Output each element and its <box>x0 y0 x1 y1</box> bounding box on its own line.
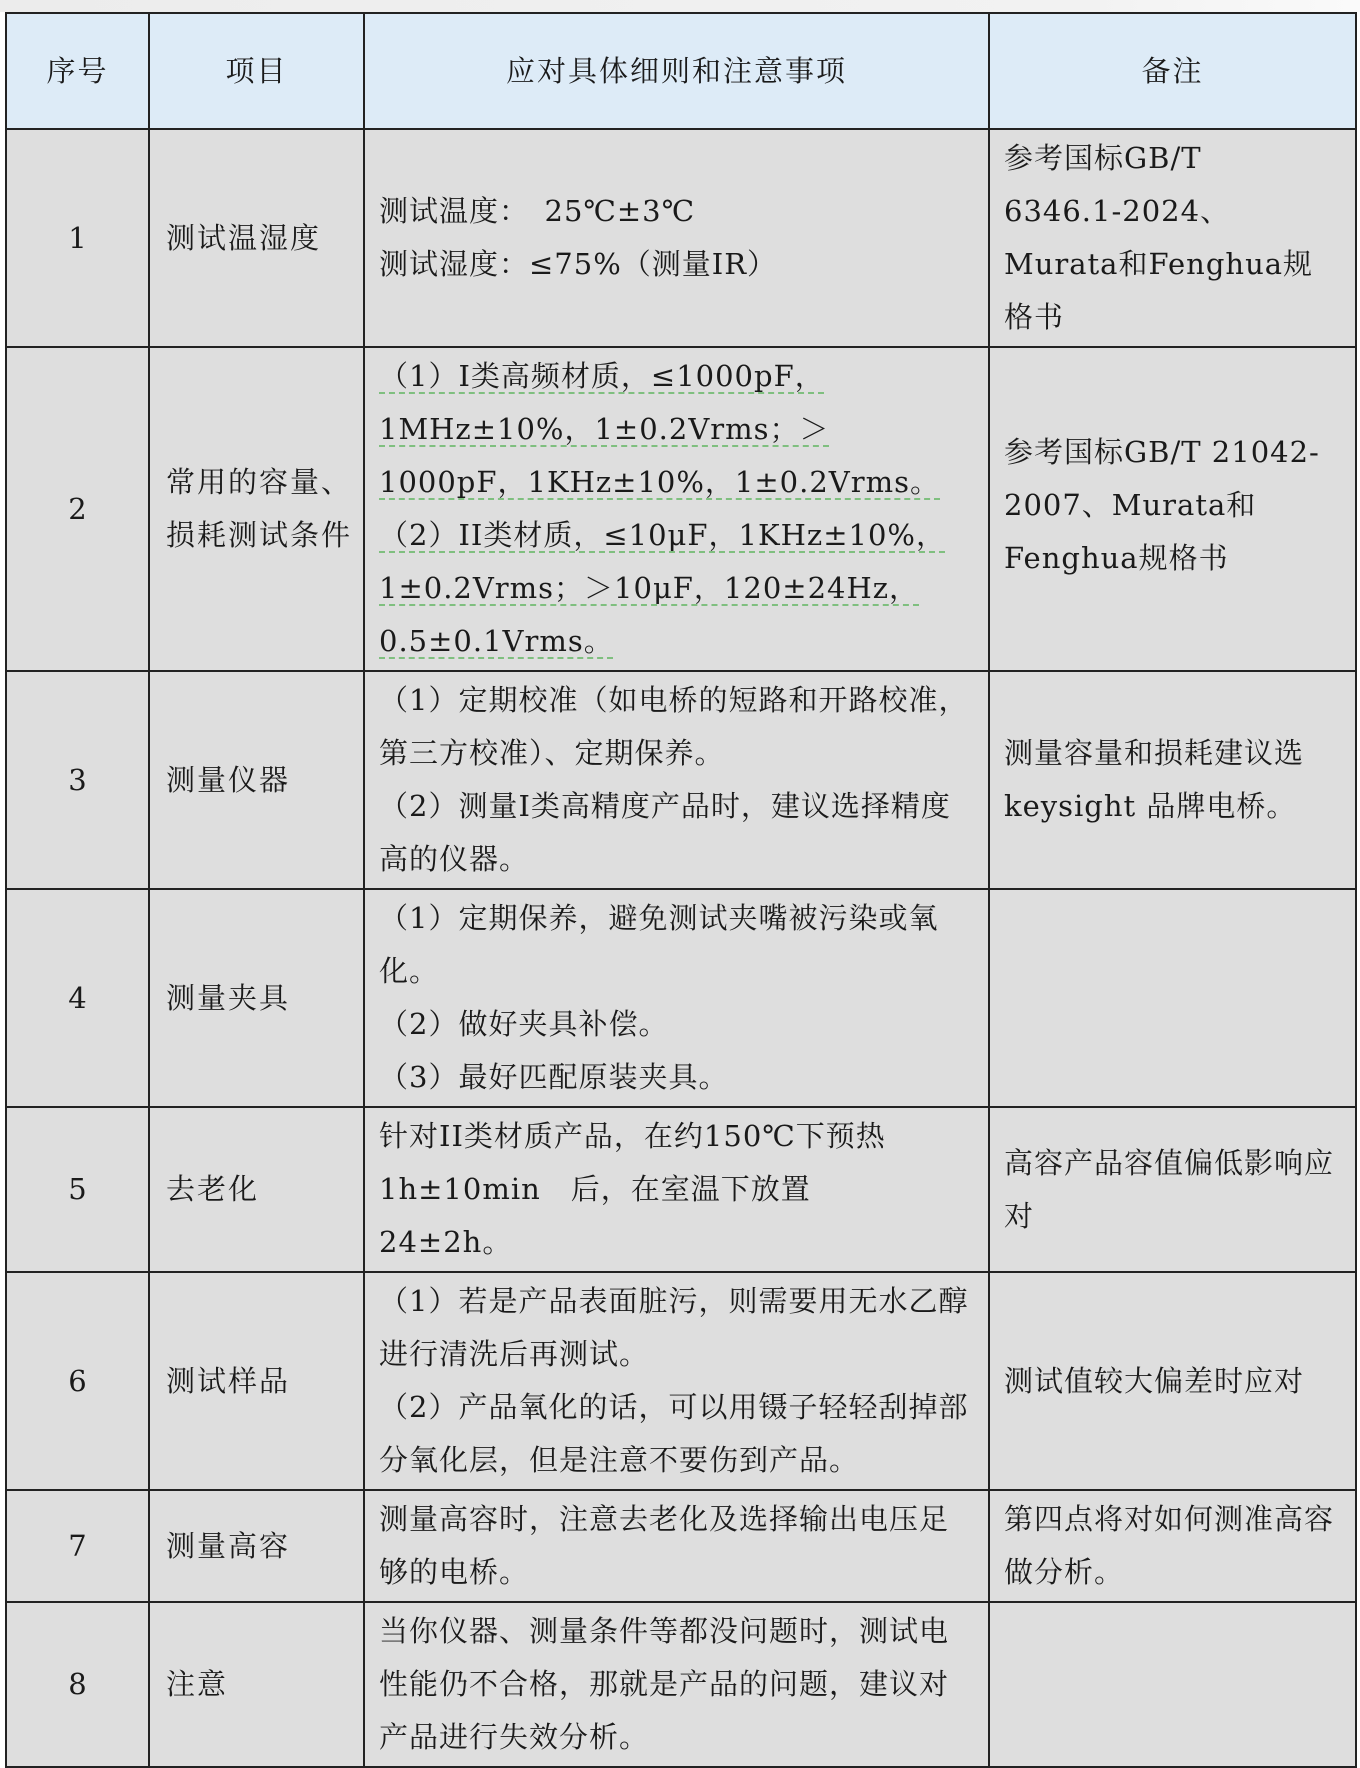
detail-line: （1）定期保养，避免测试夹嘴被污染或氧化。 <box>379 901 939 988</box>
note-text: 参考国标GB/T 21042-2007、Murata和Fenghua规格书 <box>1004 435 1320 575</box>
row-number: 2 <box>6 347 149 671</box>
detail-line: 针对II类材质产品，在约150℃下预热1h±10min 后，在室温下放置 24±2h。 <box>379 1119 886 1259</box>
row-detail <box>364 1602 989 1767</box>
row-item: 测量仪器 <box>149 671 364 889</box>
row-note <box>989 1602 1356 1767</box>
row-note: 测试值较大偏差时应对 <box>989 1272 1356 1490</box>
row-detail <box>364 129 989 347</box>
table-row <box>6 1602 1356 1767</box>
test-conditions-table <box>5 12 1357 1768</box>
row-detail <box>364 671 989 889</box>
row-item: 测试样品 <box>149 1272 364 1490</box>
row-item: 注意 <box>149 1602 364 1767</box>
row-detail <box>364 1272 989 1490</box>
table-row <box>6 129 1356 347</box>
header-note: 备注 <box>989 13 1356 129</box>
row-note: 参考国标GB/T 6346.1-2024、Murata和Fenghua规格书 <box>989 129 1356 347</box>
detail-line: （2）测量I类高精度产品时，建议选择精度高的仪器。 <box>379 789 951 876</box>
row-item: 测试温湿度 <box>149 129 364 347</box>
row-item: 测量夹具 <box>149 889 364 1107</box>
detail-line: （2）做好夹具补偿。 <box>379 1007 669 1041</box>
detail-line: （1）I类高频材质，≤1000pF，1MHz±10%，1±0.2Vrms；＞1000pF，1KHz±10%，1±0.2Vrms。 <box>379 359 940 499</box>
detail-line: （2）产品氧化的话，可以用镊子轻轻刮掉部分氧化层，但是注意不要伤到产品。 <box>379 1390 969 1477</box>
row-number: 5 <box>6 1107 149 1272</box>
row-detail <box>364 889 989 1107</box>
detail-line: （3）最好匹配原装夹具。 <box>379 1060 729 1094</box>
row-item: 测量高容 <box>149 1490 364 1602</box>
row-detail <box>364 1107 989 1272</box>
row-number: 6 <box>6 1272 149 1490</box>
row-note <box>989 347 1356 671</box>
table-row <box>6 1490 1356 1602</box>
header-detail: 应对具体细则和注意事项 <box>364 13 989 129</box>
detail-line: （2）II类材质，≤10μF，1KHz±10%，1±0.2Vrms；＞10μF，120±24Hz，0.5±0.1Vrms。 <box>379 518 946 658</box>
row-detail <box>364 1490 989 1602</box>
row-number: 3 <box>6 671 149 889</box>
header-item: 项目 <box>149 13 364 129</box>
row-detail <box>364 347 989 671</box>
table-row <box>6 1272 1356 1490</box>
detail-line: 测量高容时，注意去老化及选择输出电压足够的电桥。 <box>379 1502 950 1589</box>
detail-line: （1）定期校准（如电桥的短路和开路校准，第三方校准）、定期保养。 <box>379 683 969 770</box>
table-row <box>6 889 1356 1107</box>
table-row <box>6 671 1356 889</box>
row-item: 去老化 <box>149 1107 364 1272</box>
row-note <box>989 889 1356 1107</box>
detail-line: 当你仪器、测量条件等都没问题时，测试电性能仍不合格，那就是产品的问题，建议对产品进行失效分析。 <box>379 1614 950 1754</box>
detail-line: 测试湿度：≤75%（测量IR） <box>379 247 778 281</box>
row-number: 1 <box>6 129 149 347</box>
row-note: 测量容量和损耗建议选 keysight 品牌电桥。 <box>989 671 1356 889</box>
detail-line: 测试温度： 25℃±3℃ <box>379 194 696 228</box>
detail-line: （1）若是产品表面脏污，则需要用无水乙醇进行清洗后再测试。 <box>379 1284 969 1371</box>
row-number: 8 <box>6 1602 149 1767</box>
header-no: 序号 <box>6 13 149 129</box>
page-top-band <box>0 0 1360 12</box>
row-number: 7 <box>6 1490 149 1602</box>
row-number: 4 <box>6 889 149 1107</box>
table-header-row <box>6 13 1356 129</box>
row-item: 常用的容量、损耗测试条件 <box>149 347 364 671</box>
table-row <box>6 1107 1356 1272</box>
table-row <box>6 347 1356 671</box>
row-note: 第四点将对如何测准高容做分析。 <box>989 1490 1356 1602</box>
row-note: 高容产品容值偏低影响应对 <box>989 1107 1356 1272</box>
